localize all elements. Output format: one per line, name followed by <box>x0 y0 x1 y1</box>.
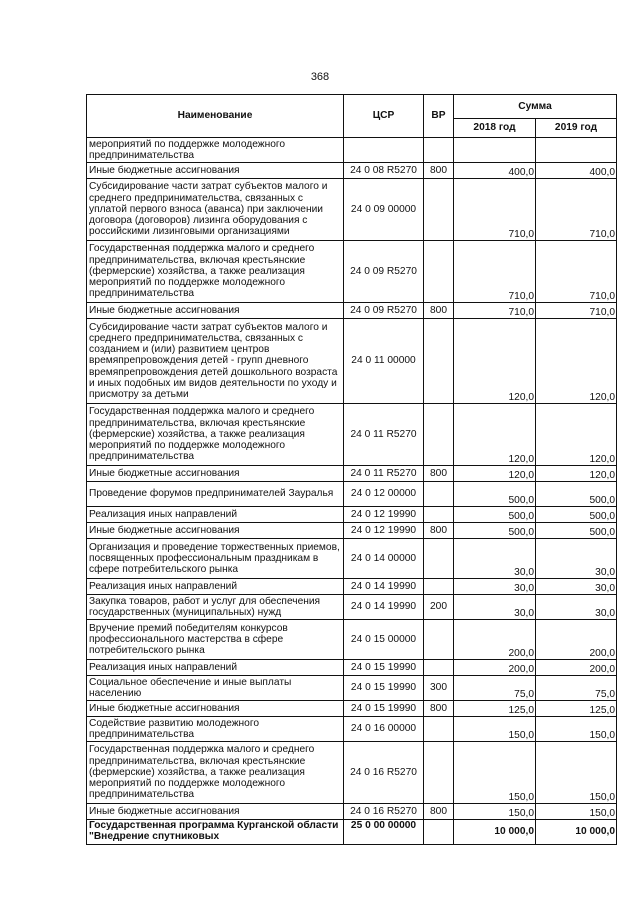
row-sum-2018-cell: 400,0 <box>454 163 536 179</box>
row-vr-cell <box>424 482 454 507</box>
row-csr-cell: 24 0 09 00000 <box>344 179 424 241</box>
row-csr-cell: 24 0 14 19990 <box>344 595 424 620</box>
table-row <box>87 660 617 676</box>
row-name-cell: Организация и проведение торжественных приемов, посвященных профессиональным праздникам в сфере потребительского рынка <box>87 539 344 579</box>
row-csr-cell: 24 0 16 00000 <box>344 717 424 742</box>
page-number: 368 <box>310 71 330 83</box>
header-row <box>87 95 617 119</box>
row-name-cell: Вручение премий победителям конкурсов профессионального мастерства в сфере потребительского рынка <box>87 620 344 660</box>
row-csr-cell: 25 0 00 00000 <box>344 820 424 845</box>
row-sum-2019-cell: 500,0 <box>536 523 617 539</box>
row-vr-cell <box>424 717 454 742</box>
row-csr-cell: 24 0 12 19990 <box>344 507 424 523</box>
row-sum-2018-cell: 200,0 <box>454 620 536 660</box>
header-year-2019: 2019 год <box>536 119 617 138</box>
table-row <box>87 595 617 620</box>
row-vr-cell: 800 <box>424 523 454 539</box>
row-sum-2019-cell: 150,0 <box>536 742 617 804</box>
table-row <box>87 579 617 595</box>
row-sum-2018-cell <box>454 138 536 163</box>
row-name-cell: Государственная поддержка малого и среднего предпринимательства, включая крестьянские (фермерские) хозяйства, а также реализация мероприятий по поддержке молодежного предпринимательства <box>87 241 344 303</box>
row-sum-2018-cell: 200,0 <box>454 660 536 676</box>
row-sum-2019-cell: 200,0 <box>536 620 617 660</box>
table-row <box>87 701 617 717</box>
row-name-cell: Субсидирование части затрат субъектов малого и среднего предпринимательства, связанных с уплатой первого взноса (аванса) при заключении договора (договоров) лизинга оборудования с российскими лизинговыми организациями <box>87 179 344 241</box>
row-sum-2019-cell: 150,0 <box>536 717 617 742</box>
table-row <box>87 539 617 579</box>
table-row <box>87 676 617 701</box>
row-sum-2018-cell: 710,0 <box>454 179 536 241</box>
row-vr-cell: 800 <box>424 466 454 482</box>
row-vr-cell: 800 <box>424 303 454 319</box>
table-row <box>87 620 617 660</box>
table-row <box>87 179 617 241</box>
row-name-cell: мероприятий по поддержке молодежного предпринимательства <box>87 138 344 163</box>
row-sum-2019-cell: 10 000,0 <box>536 820 617 845</box>
row-name-cell: Реализация иных направлений <box>87 507 344 523</box>
row-csr-cell: 24 0 11 R5270 <box>344 466 424 482</box>
row-name-cell: Реализация иных направлений <box>87 660 344 676</box>
row-sum-2018-cell: 120,0 <box>454 404 536 466</box>
row-csr-cell <box>344 138 424 163</box>
row-csr-cell: 24 0 14 00000 <box>344 539 424 579</box>
table-row <box>87 138 617 163</box>
row-name-cell: Государственная поддержка малого и среднего предпринимательства, включая крестьянские (фермерские) хозяйства, а также реализация мероприятий по поддержке молодежного предпринимательства <box>87 404 344 466</box>
row-sum-2018-cell: 150,0 <box>454 804 536 820</box>
row-sum-2019-cell: 30,0 <box>536 595 617 620</box>
row-vr-cell <box>424 404 454 466</box>
row-csr-cell: 24 0 15 19990 <box>344 676 424 701</box>
table-row <box>87 804 617 820</box>
row-vr-cell <box>424 820 454 845</box>
row-sum-2019-cell: 710,0 <box>536 303 617 319</box>
row-vr-cell <box>424 507 454 523</box>
row-csr-cell: 24 0 14 19990 <box>344 579 424 595</box>
row-name-cell: Государственная поддержка малого и среднего предпринимательства, включая крестьянские (фермерские) хозяйства, а также реализация мероприятий по поддержке молодежного предпринимательства <box>87 742 344 804</box>
row-vr-cell <box>424 179 454 241</box>
row-csr-cell: 24 0 16 R5270 <box>344 804 424 820</box>
table-row <box>87 482 617 507</box>
row-sum-2018-cell: 500,0 <box>454 482 536 507</box>
row-sum-2019-cell: 710,0 <box>536 241 617 303</box>
row-sum-2018-cell: 125,0 <box>454 701 536 717</box>
row-name-cell: Содействие развитию молодежного предпринимательства <box>87 717 344 742</box>
row-csr-cell: 24 0 16 R5270 <box>344 742 424 804</box>
row-vr-cell: 200 <box>424 595 454 620</box>
row-sum-2019-cell: 120,0 <box>536 466 617 482</box>
row-csr-cell: 24 0 08 R5270 <box>344 163 424 179</box>
row-vr-cell: 800 <box>424 804 454 820</box>
row-sum-2019-cell: 120,0 <box>536 319 617 404</box>
header-csr: ЦСР <box>344 95 424 138</box>
row-csr-cell: 24 0 09 R5270 <box>344 241 424 303</box>
header-sum: Сумма <box>454 95 617 119</box>
table-body <box>87 138 617 845</box>
row-sum-2018-cell: 10 000,0 <box>454 820 536 845</box>
row-name-cell: Субсидирование части затрат субъектов малого и среднего предпринимательства, связанных с созданием и (или) развитием центров времяпрепровождения детей - групп дневного времяпрепровождения детей дошкольного возраста и иных подобных им видов деятельности по уходу и присмотру за детьми <box>87 319 344 404</box>
table-row <box>87 742 617 804</box>
row-sum-2019-cell: 125,0 <box>536 701 617 717</box>
row-sum-2018-cell: 150,0 <box>454 717 536 742</box>
table-row <box>87 163 617 179</box>
budget-table <box>86 94 617 845</box>
row-csr-cell: 24 0 11 R5270 <box>344 404 424 466</box>
header-year-2018: 2018 год <box>454 119 536 138</box>
row-csr-cell: 24 0 11 00000 <box>344 319 424 404</box>
row-vr-cell <box>424 579 454 595</box>
row-name-cell: Государственная программа Курганской области "Внедрение спутниковых <box>87 820 344 845</box>
row-name-cell: Социальное обеспечение и иные выплаты населению <box>87 676 344 701</box>
table-row <box>87 820 617 845</box>
table-row <box>87 241 617 303</box>
row-csr-cell: 24 0 15 19990 <box>344 701 424 717</box>
row-sum-2019-cell: 500,0 <box>536 482 617 507</box>
row-sum-2019-cell: 710,0 <box>536 179 617 241</box>
row-csr-cell: 24 0 09 R5270 <box>344 303 424 319</box>
row-sum-2018-cell: 30,0 <box>454 595 536 620</box>
row-csr-cell: 24 0 15 00000 <box>344 620 424 660</box>
row-name-cell: Иные бюджетные ассигнования <box>87 804 344 820</box>
row-sum-2018-cell: 710,0 <box>454 303 536 319</box>
row-sum-2019-cell <box>536 138 617 163</box>
row-sum-2019-cell: 150,0 <box>536 804 617 820</box>
row-sum-2019-cell: 30,0 <box>536 579 617 595</box>
row-sum-2019-cell: 200,0 <box>536 660 617 676</box>
row-vr-cell <box>424 539 454 579</box>
row-csr-cell: 24 0 15 19990 <box>344 660 424 676</box>
row-name-cell: Иные бюджетные ассигнования <box>87 163 344 179</box>
row-vr-cell <box>424 319 454 404</box>
row-sum-2018-cell: 30,0 <box>454 579 536 595</box>
row-vr-cell <box>424 660 454 676</box>
row-sum-2019-cell: 75,0 <box>536 676 617 701</box>
table-row <box>87 404 617 466</box>
row-sum-2019-cell: 120,0 <box>536 404 617 466</box>
row-sum-2019-cell: 500,0 <box>536 507 617 523</box>
row-vr-cell: 800 <box>424 163 454 179</box>
row-vr-cell <box>424 620 454 660</box>
table-row <box>87 507 617 523</box>
table-row <box>87 523 617 539</box>
row-name-cell: Иные бюджетные ассигнования <box>87 523 344 539</box>
row-sum-2018-cell: 75,0 <box>454 676 536 701</box>
row-name-cell: Иные бюджетные ассигнования <box>87 701 344 717</box>
row-sum-2018-cell: 120,0 <box>454 319 536 404</box>
header-vr: ВР <box>424 95 454 138</box>
row-sum-2019-cell: 30,0 <box>536 539 617 579</box>
table-row <box>87 319 617 404</box>
row-sum-2018-cell: 120,0 <box>454 466 536 482</box>
header-name: Наименование <box>87 95 344 138</box>
row-sum-2018-cell: 500,0 <box>454 507 536 523</box>
row-sum-2018-cell: 500,0 <box>454 523 536 539</box>
row-sum-2019-cell: 400,0 <box>536 163 617 179</box>
table-row <box>87 717 617 742</box>
row-name-cell: Реализация иных направлений <box>87 579 344 595</box>
row-name-cell: Иные бюджетные ассигнования <box>87 466 344 482</box>
row-vr-cell: 300 <box>424 676 454 701</box>
table-row <box>87 466 617 482</box>
row-csr-cell: 24 0 12 00000 <box>344 482 424 507</box>
row-name-cell: Иные бюджетные ассигнования <box>87 303 344 319</box>
row-sum-2018-cell: 150,0 <box>454 742 536 804</box>
row-name-cell: Проведение форумов предпринимателей Зауралья <box>87 482 344 507</box>
row-vr-cell <box>424 241 454 303</box>
row-sum-2018-cell: 710,0 <box>454 241 536 303</box>
row-vr-cell <box>424 742 454 804</box>
row-name-cell: Закупка товаров, работ и услуг для обеспечения государственных (муниципальных) нужд <box>87 595 344 620</box>
row-csr-cell: 24 0 12 19990 <box>344 523 424 539</box>
row-vr-cell: 800 <box>424 701 454 717</box>
table-row <box>87 303 617 319</box>
row-vr-cell <box>424 138 454 163</box>
row-sum-2018-cell: 30,0 <box>454 539 536 579</box>
